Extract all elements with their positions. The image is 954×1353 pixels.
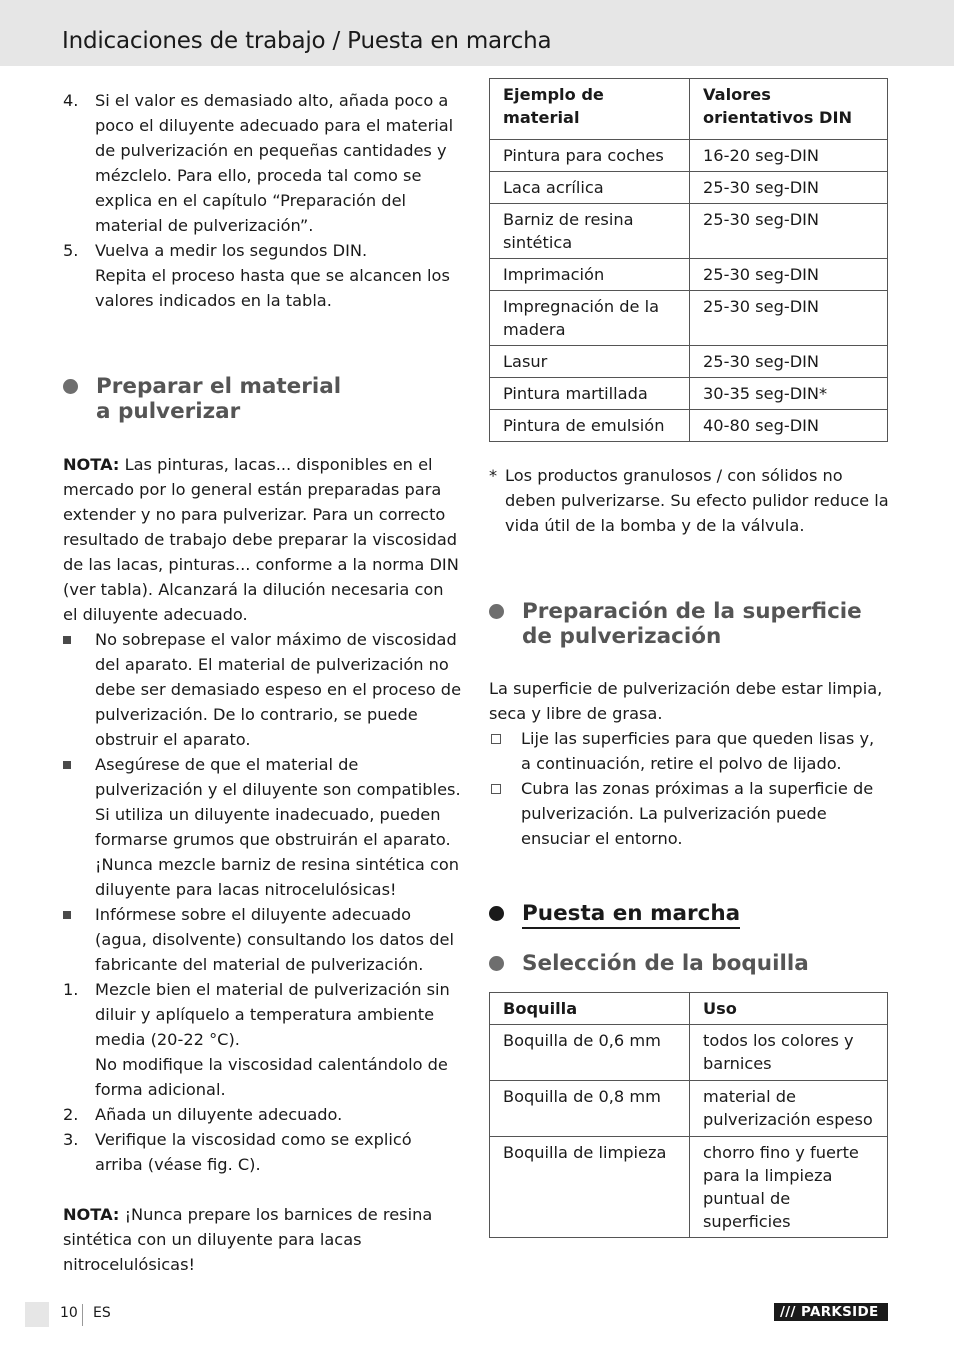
- table-cell: todos los colores y barnices: [690, 1025, 888, 1081]
- step-1: [63, 977, 463, 1102]
- table-cell: material de pulverización espeso: [690, 1081, 888, 1137]
- table-cell: Imprimación: [490, 259, 690, 291]
- checkbox-text: Cubra las zonas próximas a la superficie de pulverización. La pulverización puede ensuciar el entorno.: [521, 779, 874, 848]
- step-number: 4.: [63, 91, 79, 110]
- heading-text: Puesta en marcha: [522, 901, 740, 929]
- surface-paragraph: La superficie de pulverización debe estar limpia, seca y libre de grasa.: [489, 679, 883, 723]
- table-cell: Laca acrílica: [490, 172, 690, 204]
- table-row: [490, 172, 888, 204]
- step-text: Añada un diluyente adecuado.: [95, 1105, 343, 1124]
- heading-text: Preparación de la superficie de pulverización: [522, 599, 862, 649]
- bullet-dot-icon: [489, 604, 504, 619]
- step-text: Repita el proceso hasta que se alcancen los valores indicados en la tabla.: [95, 266, 450, 310]
- step-text: Vuelva a medir los segundos DIN.: [95, 241, 368, 260]
- note-text: ¡Nunca prepare los barnices de resina sintética con un diluyente para lacas nitrocelulósicas!: [63, 1205, 433, 1274]
- bullet-dot-icon: [489, 906, 504, 921]
- section-heading-surface: [489, 599, 889, 649]
- page-number: 10: [60, 1305, 78, 1321]
- table-cell: 25-30 seg-DIN: [690, 291, 888, 346]
- table-cell: Impregnación de la madera: [490, 291, 690, 346]
- footer-marker: [25, 1302, 49, 1327]
- bullet-item: [63, 627, 463, 752]
- square-bullet-icon: [63, 636, 71, 644]
- footnote-mark: *: [489, 466, 498, 485]
- table-cell: Boquilla de 0,6 mm: [490, 1025, 690, 1081]
- checkbox-item: [489, 776, 889, 851]
- table-cell: 16-20 seg-DIN: [690, 140, 888, 172]
- table-row: [490, 204, 888, 259]
- step-text: Si el valor es demasiado alto, añada poco a poco el diluyente adecuado para el material de pulverización en pequeñas cantidades y mézclelo. Para ello, proceda tal como se explica en el capítulo “Preparación del material de pulverización”.: [95, 91, 454, 235]
- step-4: [63, 88, 463, 238]
- table-cell: Barniz de resina sintética: [490, 204, 690, 259]
- table-row: [490, 140, 888, 172]
- note-paragraph: [63, 1202, 463, 1277]
- table-cell: Lasur: [490, 346, 690, 378]
- footnote-text: Los productos granulosos / con sólidos no deben pulverizarse. Su efecto pulidor reduce la vida útil de la bomba y de la válvula.: [505, 466, 889, 535]
- table-cell: 25-30 seg-DIN: [690, 346, 888, 378]
- table-header-row: [490, 993, 888, 1025]
- note-paragraph: [63, 452, 463, 627]
- step-text: Mezcle bien el material de pulverización sin diluir y aplíquelo a temperatura ambiente media (20-22 °C).: [95, 980, 450, 1049]
- material-table: [489, 78, 888, 442]
- square-bullet-icon: [63, 911, 71, 919]
- table-row: [490, 291, 888, 346]
- bullet-dot-icon: [489, 956, 504, 971]
- section-heading-nozzle: [489, 951, 889, 976]
- section-heading-start: [489, 901, 889, 926]
- step-text: Verifique la viscosidad como se explicó arriba (véase fig. C).: [95, 1130, 412, 1174]
- square-bullet-icon: [63, 761, 71, 769]
- table-cell: 30-35 seg-DIN*: [690, 378, 888, 410]
- step-number: 3.: [63, 1130, 79, 1149]
- step-number: 2.: [63, 1105, 79, 1124]
- footnote: [489, 463, 889, 538]
- table-cell: 25-30 seg-DIN: [690, 204, 888, 259]
- table-header-row: [490, 79, 888, 140]
- table-cell: 25-30 seg-DIN: [690, 259, 888, 291]
- right-column: [489, 463, 889, 976]
- step-text: No modifique la viscosidad calentándolo de forma adicional.: [95, 1055, 448, 1099]
- table-cell: 25-30 seg-DIN: [690, 172, 888, 204]
- bullet-dot-icon: [63, 379, 78, 394]
- table-header-cell: Valores orientativos DIN: [690, 79, 888, 140]
- checkbox-icon: [491, 734, 501, 744]
- checkbox-icon: [491, 784, 501, 794]
- table-cell: Pintura para coches: [490, 140, 690, 172]
- step-3: [63, 1127, 463, 1177]
- step-number: 1.: [63, 980, 79, 999]
- note-text: Las pinturas, lacas... disponibles en el mercado por lo general están preparadas para extender y no para pulverizar. Para un correcto resultado de trabajo debe preparar la viscosidad de las lacas, pinturas... conforme a la norma DIN (ver tabla). Alcanzará la dilución necesaria con el diluyente adecuado.: [63, 455, 459, 624]
- table-cell: Pintura martillada: [490, 378, 690, 410]
- logo-mark: ///: [780, 1304, 796, 1320]
- table-cell: 40-80 seg-DIN: [690, 410, 888, 442]
- bullet-item: [63, 752, 463, 902]
- table-cell: Boquilla de limpieza: [490, 1137, 690, 1238]
- table-header-cell: Boquilla: [490, 993, 690, 1025]
- table-row: [490, 259, 888, 291]
- table-cell: chorro fino y fuerte para la limpieza puntual de superficies: [690, 1137, 888, 1238]
- bullet-text: No sobrepase el valor máximo de viscosidad del aparato. El material de pulverización no debe ser demasiado espeso en el proceso de pulverización. De lo contrario, se puede obstruir el aparato.: [95, 630, 462, 749]
- bullet-text: Asegúrese de que el material de pulverización y el diluyente son compatibles. Si utiliza un diluyente inadecuado, pueden formarse grumos que obstruirán el aparato. ¡Nunca mezcle barniz de resina sintética con diluyente para lacas nitrocelulósicas!: [95, 755, 461, 899]
- note-label: NOTA:: [63, 455, 120, 474]
- checkbox-text: Lije las superficies para que queden lisas y, a continuación, retire el polvo de lijado.: [521, 729, 875, 773]
- table-row: [490, 1137, 888, 1238]
- parkside-logo: [774, 1303, 888, 1321]
- language-code: ES: [93, 1305, 111, 1321]
- nozzle-table: [489, 992, 888, 1238]
- logo-text: PARKSIDE: [801, 1304, 879, 1320]
- step-2: [63, 1102, 463, 1127]
- table-cell: Pintura de emulsión: [490, 410, 690, 442]
- heading-text: Selección de la boquilla: [522, 951, 809, 976]
- table-cell: Boquilla de 0,8 mm: [490, 1081, 690, 1137]
- table-header-cell: Uso: [690, 993, 888, 1025]
- table-header-cell: Ejemplo de material: [490, 79, 690, 140]
- page-title: Indicaciones de trabajo / Puesta en marcha: [62, 28, 552, 54]
- table-row: [490, 346, 888, 378]
- step-5: [63, 238, 463, 313]
- bullet-item: [63, 902, 463, 977]
- section-heading-prepare: [63, 374, 463, 424]
- step-number: 5.: [63, 241, 79, 260]
- checkbox-item: [489, 726, 889, 776]
- note-label: NOTA:: [63, 1205, 120, 1224]
- table-row: [490, 378, 888, 410]
- heading-text: Preparar el material a pulverizar: [96, 374, 342, 424]
- bullet-text: Infórmese sobre el diluyente adecuado (agua, disolvente) consultando los datos del fabricante del material de pulverización.: [95, 905, 454, 974]
- table-row: [490, 1081, 888, 1137]
- left-column: [63, 88, 463, 1277]
- footer-divider: [82, 1304, 83, 1326]
- table-row: [490, 1025, 888, 1081]
- table-row: [490, 410, 888, 442]
